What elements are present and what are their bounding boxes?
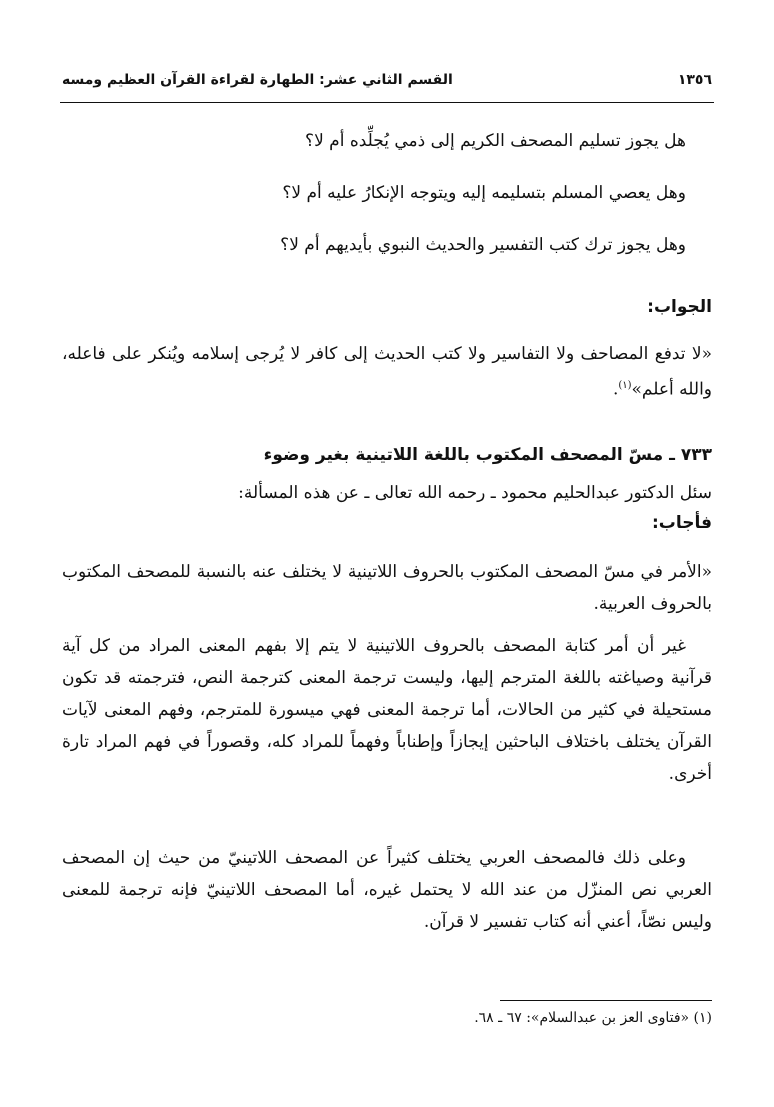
question-2: وهل يعصي المسلم بتسليمه إليه ويتوجه الإنكارُ عليه أم لا؟ bbox=[282, 183, 686, 203]
answer-label: الجواب: bbox=[647, 297, 712, 317]
footnote-ref: (١) bbox=[618, 380, 632, 391]
paragraph-3: وعلى ذلك فالمصحف العربي يختلف كثيراً عن المصحف اللاتينيّ من حيث إن المصحف العربي نص المنزّل من عند الله لا يحتمل غيره، أما المصحف اللاتينيّ فإنه ترجمة للمعنى وليس نصّاً، أعني أنه كتاب تفسير لا قرآن. bbox=[62, 848, 712, 932]
section-heading: ٧٣٣ ـ مسّ المصحف المكتوب باللغة اللاتينية بغير وضوء bbox=[263, 445, 712, 465]
asked-line: سئل الدكتور عبدالحليم محمود ـ رحمه الله تعالى ـ عن هذه المسألة: bbox=[238, 483, 712, 503]
page-number: ١٣٥٦ bbox=[677, 72, 712, 88]
replied-label: فأجاب: bbox=[651, 513, 712, 533]
paragraph-2: غير أن أمر كتابة المصحف بالحروف اللاتينية لا يتم إلا بفهم المعنى المراد من كل آية قرآنية وصياغته باللغة المترجم إليها، وليست ترجمة المعنى كترجمة النص، فترجمته قد تكون مستحيلة في كثير من الحالات، أما ترجمة المعنى فهي ميسورة للمترجم، وفهم المعنى لآيات القرآن يختلف باختلاف الباحثين إيجازاً وإطناباً وفهماً للمراد كله، وقصوراً في فهم المراد تارة أخرى. bbox=[62, 636, 712, 784]
question-1: هل يجوز تسليم المصحف الكريم إلى ذمي يُجلِّده أم لا؟ bbox=[305, 131, 686, 151]
footnote-rule bbox=[500, 1000, 712, 1001]
question-3: وهل يجوز ترك كتب التفسير والحديث النبوي بأيديهم أم لا؟ bbox=[280, 235, 686, 255]
answer-paragraph: «لا تدفع المصاحف ولا التفاسير ولا كتب الحديث إلى كافر لا يُرجى إسلامه ويُنكر على فاعله، والله أعلم»$^{(١)}$. bbox=[62, 344, 712, 400]
footnote: (١) «فتاوى العز بن عبدالسلام»: ٦٧ ـ ٦٨. bbox=[474, 1010, 712, 1026]
page-header bbox=[62, 66, 712, 94]
paragraph-1: «الأمر في مسّ المصحف المكتوب بالحروف اللاتينية لا يختلف عنه بالنسبة للمصحف المكتوب بالحروف العربية. bbox=[62, 562, 712, 614]
header-rule bbox=[60, 102, 714, 103]
answer-text: «لا تدفع المصاحف ولا التفاسير ولا كتب الحديث إلى كافر لا يُرجى إسلامه ويُنكر على فاعله، والله أعلم» bbox=[62, 344, 712, 400]
running-title: القسم الثاني عشر: الطهارة لقراءة القرآن العظيم ومسه bbox=[62, 72, 453, 88]
